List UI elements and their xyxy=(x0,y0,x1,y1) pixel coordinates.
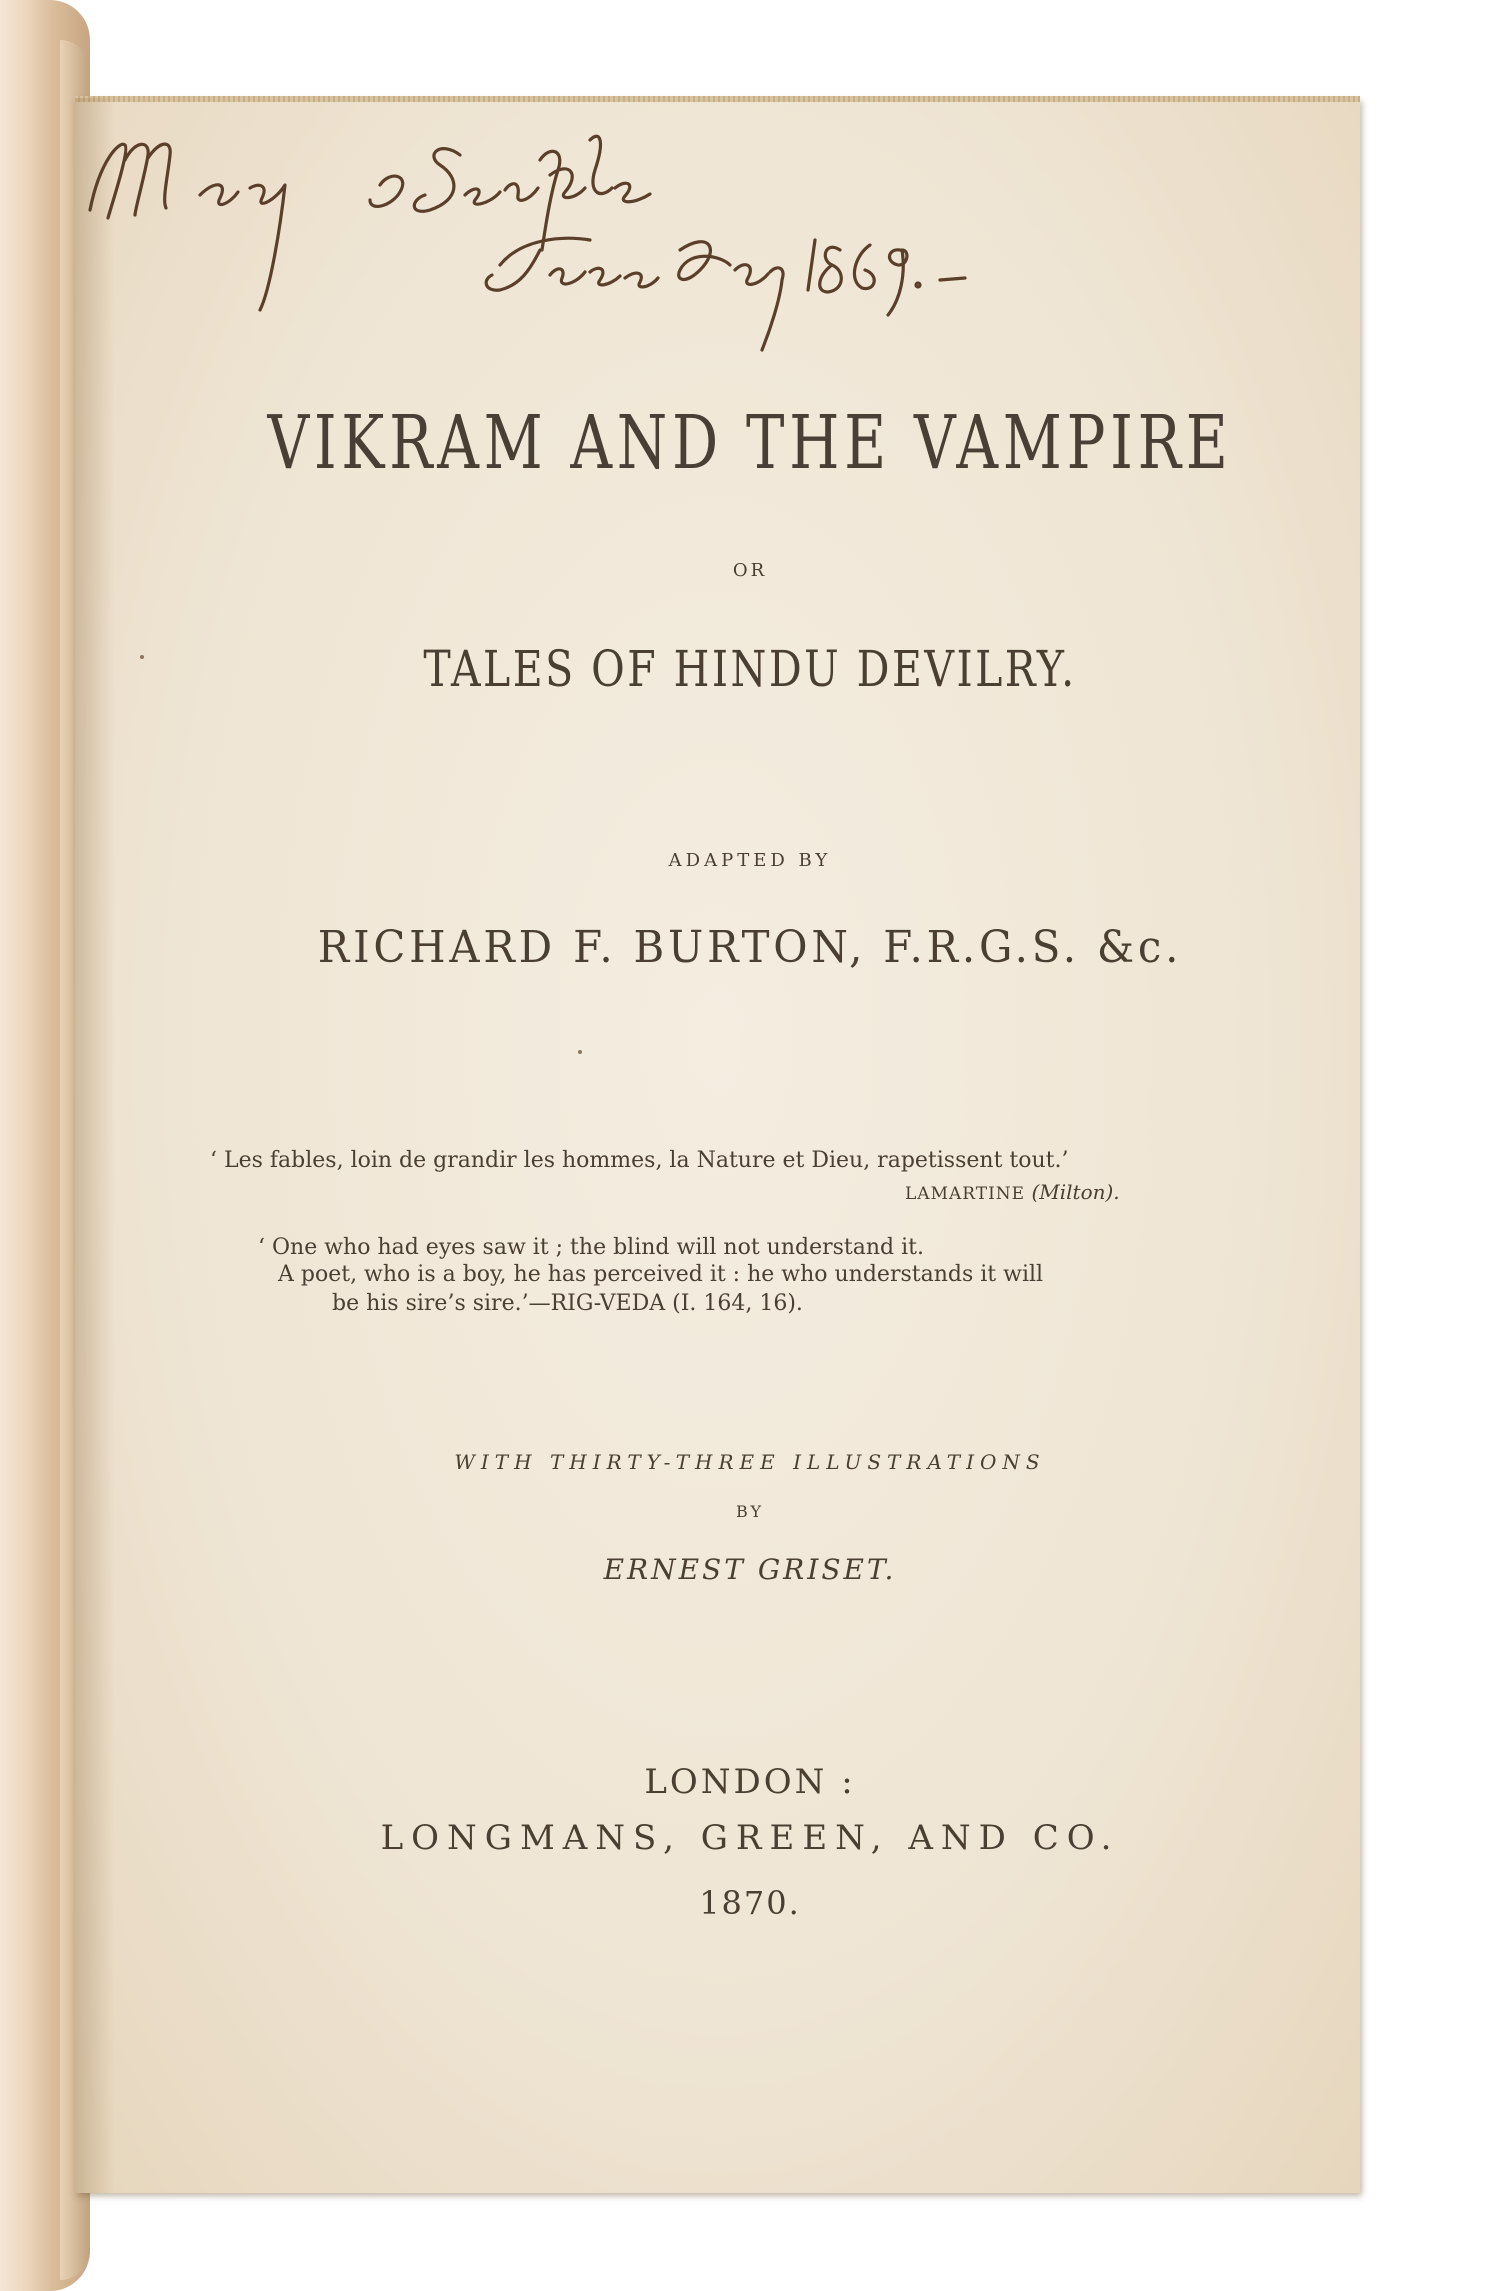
epigraph-vedic-line: ‘ One who had eyes saw it ; the blind will not understand it. xyxy=(258,1235,924,1260)
ink-speck xyxy=(140,655,144,659)
handwritten-inscription xyxy=(80,100,1340,360)
epigraph-vedic-line: A poet, who is a boy, he has perceived it : he who understands it will xyxy=(278,1262,1044,1287)
adapted-by-label: ADAPTED BY xyxy=(668,850,832,871)
imprint-publisher: LONGMANS, GREEN, AND CO. xyxy=(380,1818,1120,1858)
gutter-shadow xyxy=(75,98,115,2193)
author-name: RICHARD F. BURTON, F.R.G.S. &c. xyxy=(317,922,1183,973)
imprint-year: 1870. xyxy=(699,1884,801,1922)
book-subtitle: TALES OF HINDU DEVILRY. xyxy=(423,640,1077,698)
attribution-author: LAMARTINE xyxy=(905,1184,1026,1204)
epigraph-french: ‘ Les fables, loin de grandir les hommes, la Nature et Dieu, rapetissent tout.’ xyxy=(210,1148,1069,1173)
attribution-work: (Milton). xyxy=(1031,1180,1120,1204)
illustrations-note: WITH THIRTY-THREE ILLUSTRATIONS xyxy=(454,1450,1046,1474)
illustrator-name: ERNEST GRISET. xyxy=(603,1553,897,1586)
book-title: VIKRAM AND THE VAMPIRE xyxy=(267,400,1233,486)
imprint-city: LONDON : xyxy=(644,1762,856,1802)
ink-speck xyxy=(578,1050,582,1054)
title-connector: OR xyxy=(732,560,768,581)
illustrator-by-label: BY xyxy=(735,1502,765,1521)
epigraph-vedic-line: be his sire’s sire.’—RIG-VEDA (I. 164, 16). xyxy=(332,1291,803,1316)
epigraph-french-attribution xyxy=(905,1180,1120,1204)
